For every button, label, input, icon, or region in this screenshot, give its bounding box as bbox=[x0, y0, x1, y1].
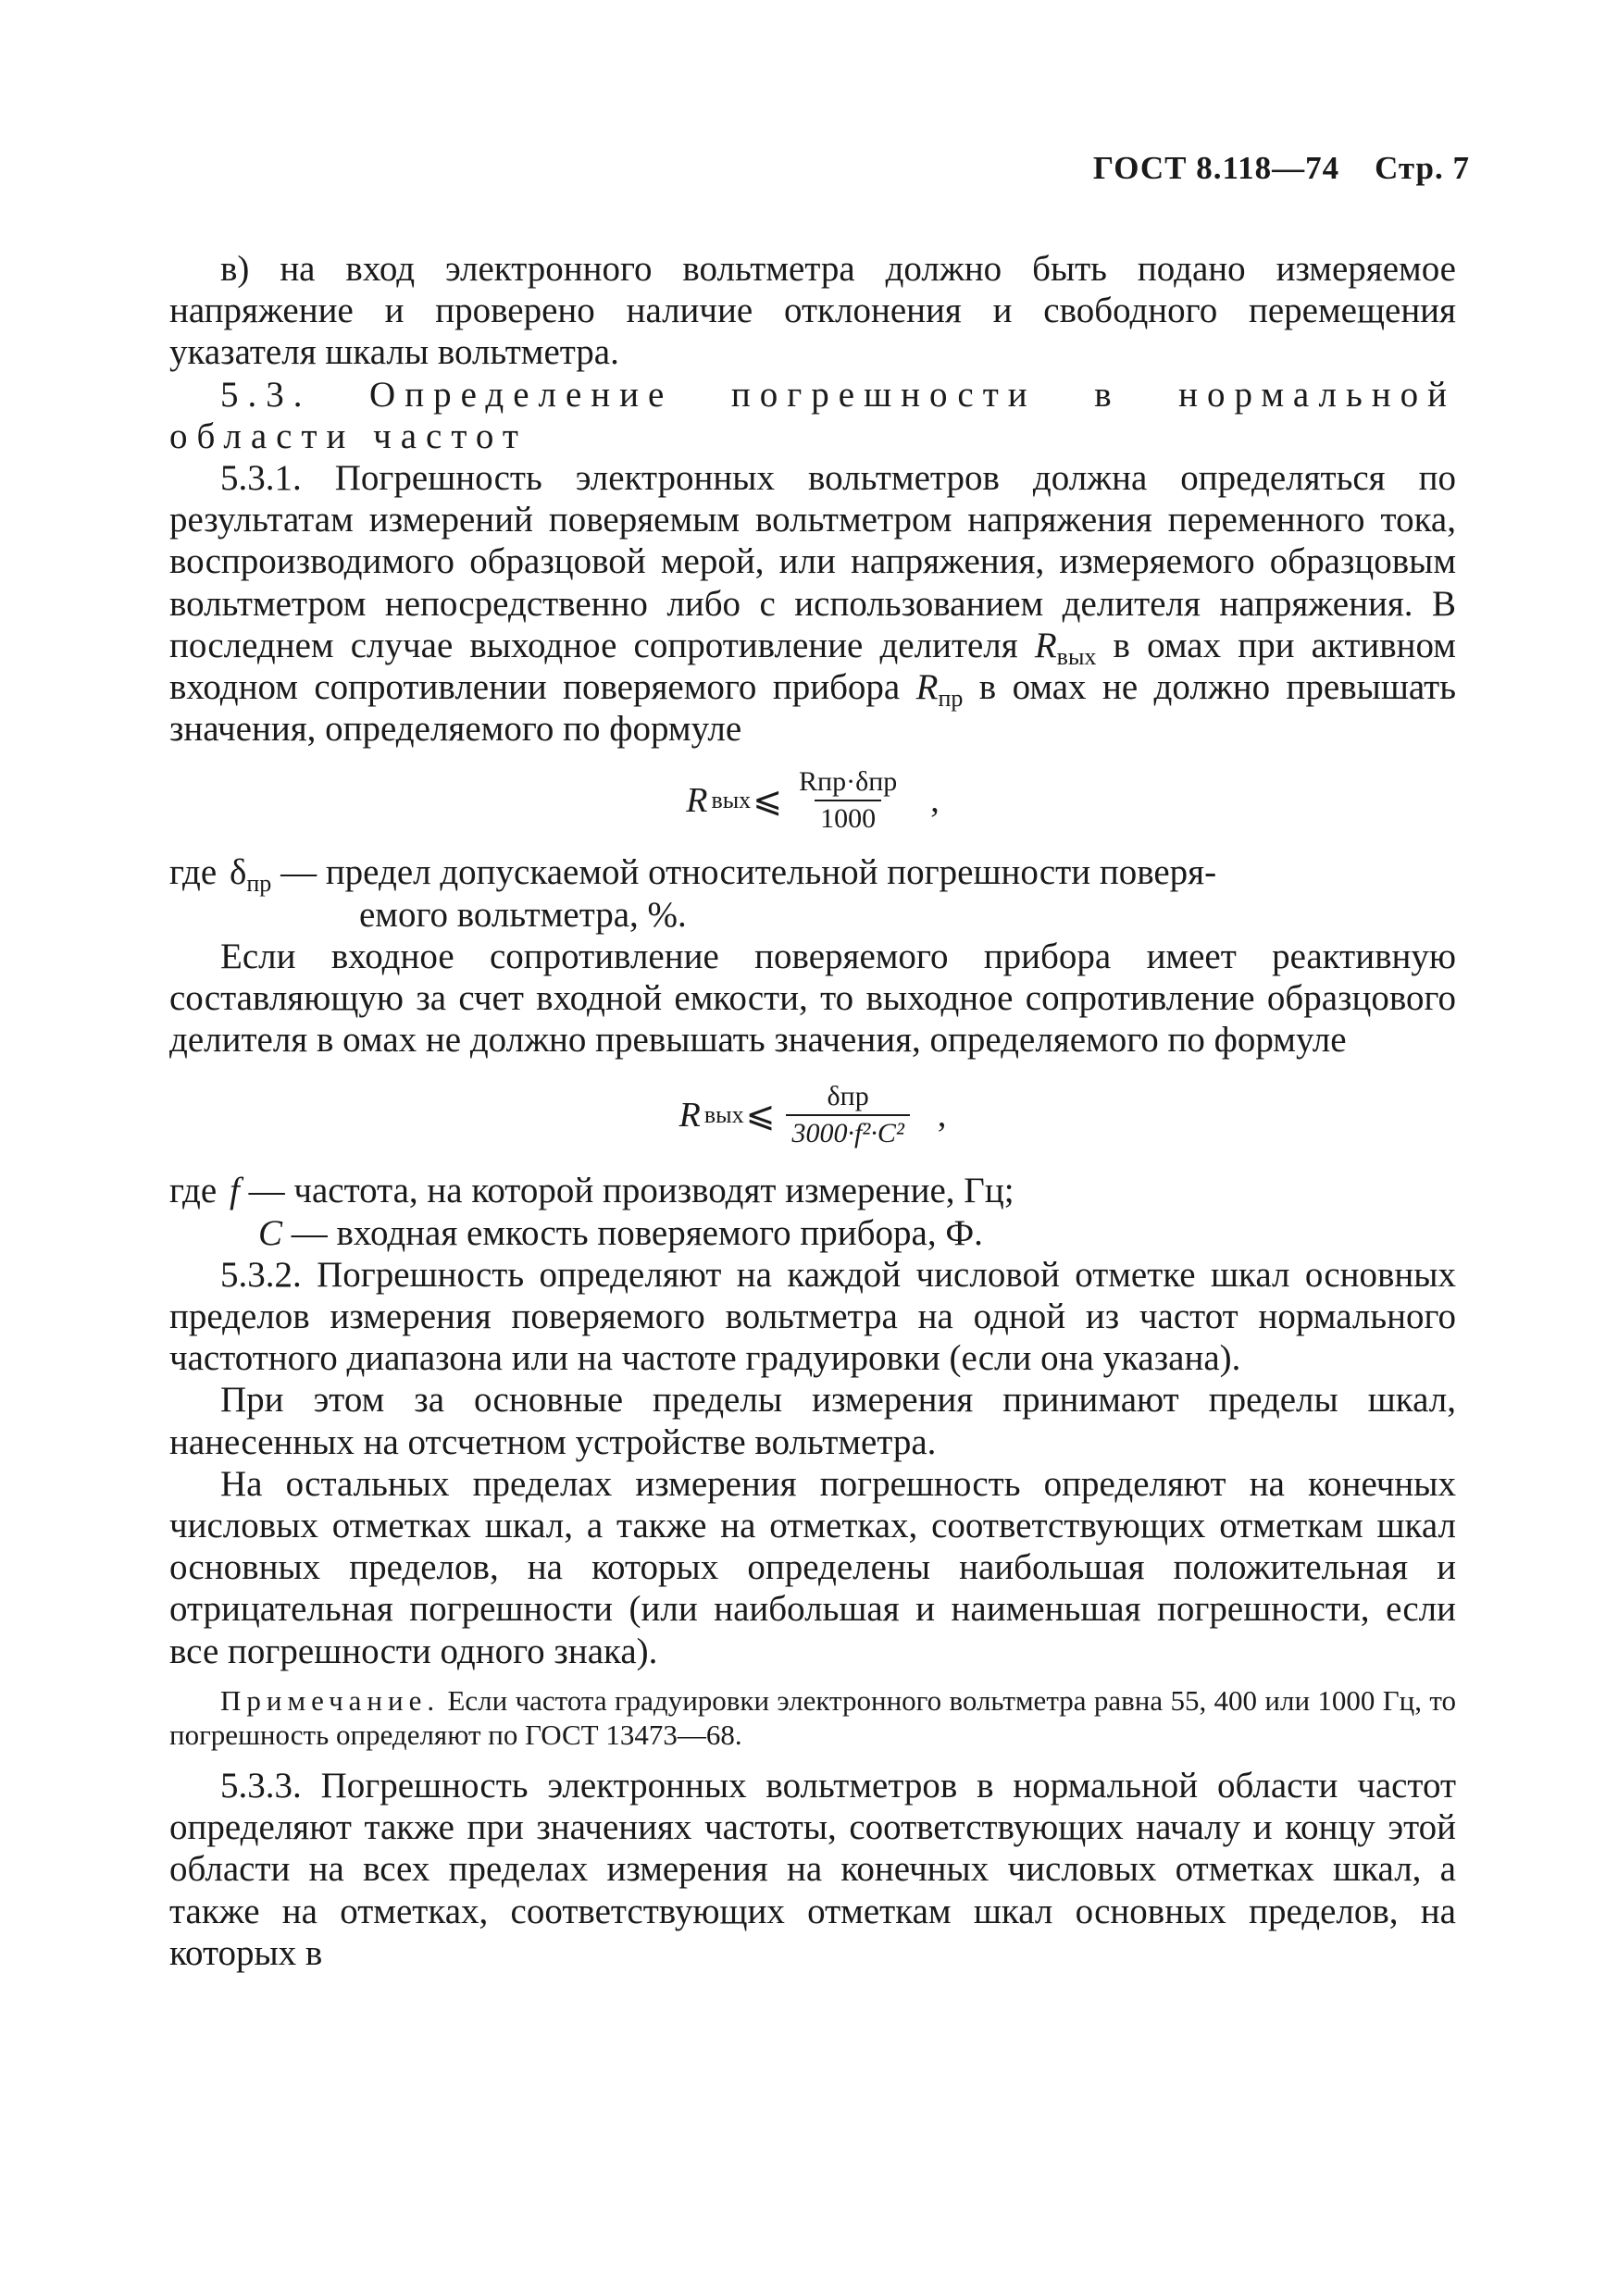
note-label: Примечание. bbox=[220, 1683, 441, 1717]
p531-text-middle: в омах при активном входном сопротивлении поверяемого прибора bbox=[169, 625, 1456, 708]
formula1-fraction bbox=[793, 766, 902, 835]
r-in-symbol: R bbox=[915, 667, 939, 708]
doc-number: ГОСТ 8.118—74 bbox=[1092, 150, 1340, 186]
where1-line2: емого вольтметра, %. bbox=[359, 894, 687, 935]
note-paragraph bbox=[169, 1683, 1456, 1752]
delta-symbol: δ bbox=[230, 852, 247, 893]
formula2-lhs: R bbox=[678, 1095, 701, 1135]
other-limits-paragraph: На остальных пределах измерения погрешность определяют на конечных числовых отметках шкал, а также на отметках, соответствующих отметкам шкал основных пределов, на которых определены наибольшая положительная и отрицательная погрешности (или наибольшая и наименьшая погрешности, если все погрешности одного знака). bbox=[169, 1463, 1456, 1671]
section-5-3-heading: 5.3. Определение погрешности в нормальной области частот bbox=[169, 374, 1456, 456]
f-symbol: f bbox=[230, 1171, 240, 1211]
formula1-lhs: R bbox=[686, 780, 708, 820]
c-symbol: C bbox=[258, 1212, 283, 1253]
formula1-relation: ⩽ bbox=[753, 780, 783, 820]
p531-text-before: 5.3.1. Погрешность электронных вольтметров должна определяться по результатам измерений поверяемым вольтметром напряжения переменного тока, воспроизводимого образцовой мерой, или напряжения, измеряемого образцовым вольтметром непосредственно либо с использованием делителя напряжения. В последнем случае выходное сопротивление делителя bbox=[169, 458, 1456, 665]
r-in-subscript: пр bbox=[938, 685, 964, 713]
formula2-numerator: δпр bbox=[827, 1081, 869, 1112]
f-definition: — частота, на которой производят измерение, Гц; bbox=[239, 1171, 1014, 1211]
formula2-denominator: 3000·f²·C² bbox=[786, 1114, 909, 1149]
where1-label: где bbox=[169, 852, 218, 893]
formula1-numerator: Rпр·δпр bbox=[799, 766, 898, 798]
formula2-relation: ⩽ bbox=[745, 1095, 776, 1135]
where2-label: где bbox=[169, 1171, 218, 1211]
paragraph-5-3-1 bbox=[169, 457, 1456, 750]
c-definition: — входная емкость поверяемого прибора, Ф. bbox=[282, 1212, 983, 1253]
formula2-fraction bbox=[786, 1081, 909, 1149]
p531-text-after: в омах не должно превышать значения, определяемого по формуле bbox=[169, 667, 1456, 750]
formula-output-resistance-active: R вых ⩽ $\frac{\text{Rпр·δпр}}{1000}$ , bbox=[686, 766, 940, 835]
where1-line1: — предел допускаемой относительной погрешности поверя- bbox=[271, 852, 1217, 893]
where-delta-definition bbox=[169, 851, 1456, 935]
formula-output-resistance-reactive: R вых ⩽ $\frac{\text{δпр}}{\text{3000·f²·C²}}$ , bbox=[678, 1081, 947, 1149]
where-f-c-definition bbox=[169, 1170, 1456, 1253]
delta-subscript: пр bbox=[246, 870, 272, 898]
reactive-component-paragraph: Если входное сопротивление поверяемого прибора имеет реактивную составляющую за счет входной емкости, то выходное сопротивление образцового делителя в омах не должно превышать значения, определяемого по формуле bbox=[169, 936, 1456, 1061]
document-body bbox=[169, 248, 1456, 1974]
page-header bbox=[1093, 150, 1470, 187]
paragraph-5-3-3: 5.3.3. Погрешность электронных вольтметров в нормальной области частот определяют также при значениях частоты, соответствующих началу и концу этой области на всех пределах измерения на конечных числовых отметках шкал, а также на отметках, соответствующих отметкам шкал основных пределов, на которых в bbox=[169, 1765, 1456, 1973]
item-v-paragraph: в) на вход электронного вольтметра должно быть подано измеряемое напряжение и проверено наличие отклонения и свободного перемещения указателя шкалы вольтметра. bbox=[169, 249, 1456, 373]
main-limits-paragraph: При этом за основные пределы измерения принимают пределы шкал, нанесенных на отсчетном устройстве вольтметра. bbox=[169, 1380, 1456, 1462]
paragraph-5-3-2: 5.3.2. Погрешность определяют на каждой числовой отметке шкал основных пределов измерения поверяемого вольтметра на одной из частот нормального частотного диапазона или на частоте градуировки (если она указана). bbox=[169, 1254, 1456, 1379]
r-out-subscript: вых bbox=[1056, 642, 1097, 670]
formula1-denominator: 1000 bbox=[815, 800, 881, 835]
formula1-comma: , bbox=[930, 780, 940, 820]
note-text: Если частота градуировки электронного вольтметра равна 55, 400 или 1000 Гц, то погрешность определяют по ГОСТ 13473—68. bbox=[169, 1683, 1456, 1751]
page-number: Стр. 7 bbox=[1375, 150, 1470, 186]
formula2-comma: , bbox=[937, 1095, 947, 1135]
r-out-symbol: R bbox=[1034, 625, 1057, 665]
